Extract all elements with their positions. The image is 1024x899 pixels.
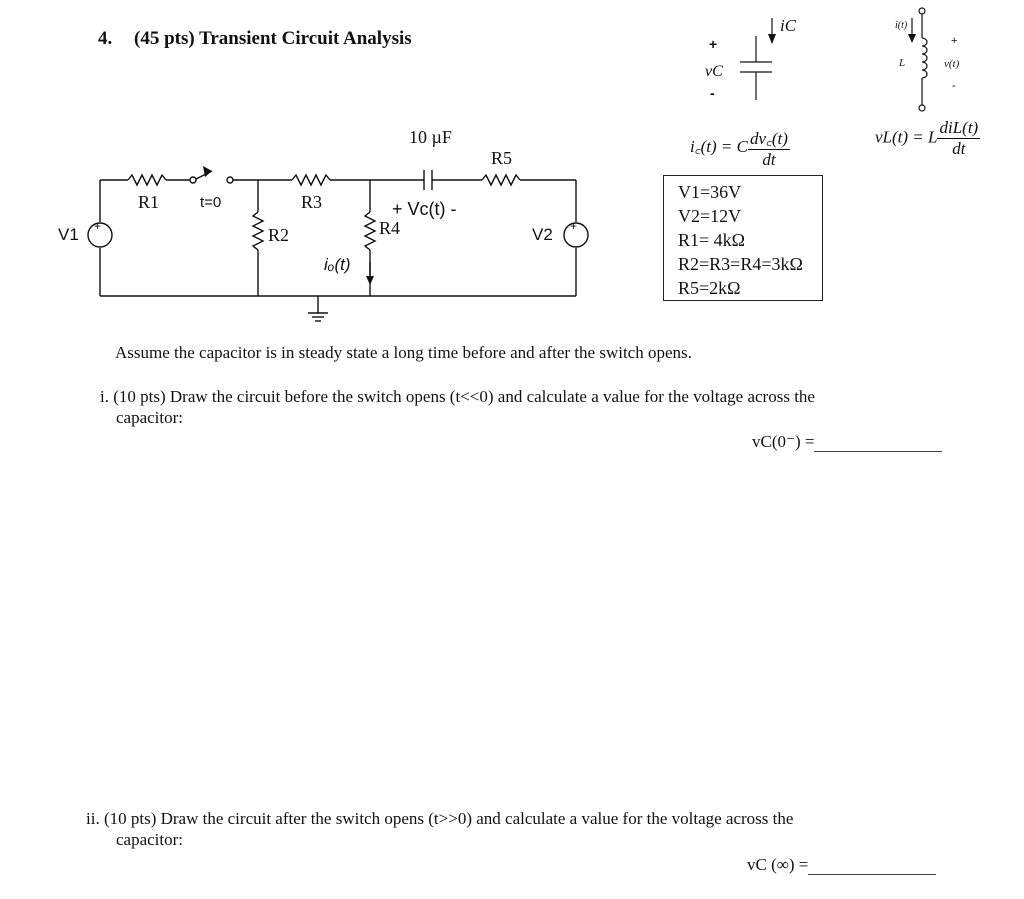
v2-label: V2	[532, 225, 553, 244]
answer-i-blank[interactable]	[814, 435, 942, 452]
cap-eq-num: dv꜀(t)	[748, 126, 790, 150]
r4-resistor	[365, 212, 375, 250]
cap-eq-lhs: i꜀(t) = C	[690, 136, 748, 156]
ind-eq-num: diL(t)	[939, 118, 979, 137]
r2-label: R2	[268, 225, 290, 245]
vc-legend-label: vC	[705, 63, 723, 80]
answer-ii	[747, 855, 936, 875]
inductor-l-label: L	[899, 57, 906, 69]
answer-i	[752, 432, 942, 452]
r5-resistor	[482, 175, 520, 185]
r3-label: R3	[301, 192, 323, 212]
question-title: (45 pts) Transient Circuit Analysis	[134, 28, 412, 49]
switch-label: t=0	[200, 194, 222, 211]
param-v2: V2=12V	[678, 206, 742, 226]
part-i-prompt-cont: capacitor:	[116, 408, 184, 427]
r1-resistor	[128, 175, 166, 185]
vc-label: + Vc(t) -	[392, 199, 457, 219]
r4-label: R4	[379, 218, 401, 238]
part-ii-prompt-cont: capacitor:	[116, 830, 184, 849]
ic-arrow	[768, 34, 776, 44]
inductor-plus: +	[951, 35, 958, 47]
answer-ii-label: vC (∞) =	[747, 855, 809, 874]
ind-eq-lhs: vL(t) = L	[875, 127, 938, 147]
part-i-prompt: i. (10 pts) Draw the circuit before the switch opens (t<<0) and calculate a value for the voltage across the	[100, 387, 815, 406]
capacitor-value: 10 µF	[409, 127, 452, 147]
parameter-box	[663, 175, 823, 301]
part-ii-prompt: ii. (10 pts) Draw the circuit after the switch opens (t>>0) and calculate a value for the voltage across the	[86, 809, 794, 828]
v2-plus: +	[570, 219, 578, 233]
inductor-equation	[875, 118, 980, 159]
v1-plus: +	[94, 219, 102, 233]
r5-label: R5	[491, 148, 513, 168]
v1-label: V1	[58, 225, 79, 244]
io-label: iₒ(t)	[324, 255, 351, 274]
param-r2-r3-r4: R2=R3=R4=3kΩ	[678, 254, 803, 274]
question-number: 4.	[98, 28, 113, 49]
cap-eq-den: dt	[762, 150, 776, 169]
inductor-voltage-label: v(t)	[944, 58, 960, 70]
inductor-current-arrow	[908, 34, 916, 43]
capacitor-equation	[690, 126, 790, 170]
param-r5: R5=2kΩ	[678, 278, 741, 298]
param-r1: R1= 4kΩ	[678, 230, 746, 250]
r1-label: R1	[138, 192, 160, 212]
ind-eq-den: dt	[952, 139, 966, 158]
r2-resistor	[253, 212, 263, 250]
vc-legend-plus: +	[709, 36, 718, 52]
inductor-current-label: i(t)	[895, 20, 908, 31]
answer-i-label: vC(0⁻) =	[752, 432, 815, 451]
assumption-text: Assume the capacitor is in steady state a long time before and after the switch opens.	[115, 343, 692, 362]
r3-resistor	[292, 175, 330, 185]
inductor-coil	[922, 38, 927, 78]
ic-legend-label: iC	[780, 16, 797, 35]
answer-ii-blank[interactable]	[808, 858, 936, 875]
vc-legend-minus: -	[710, 85, 715, 101]
param-v1: V1=36V	[678, 182, 742, 202]
inductor-minus: -	[952, 80, 956, 92]
